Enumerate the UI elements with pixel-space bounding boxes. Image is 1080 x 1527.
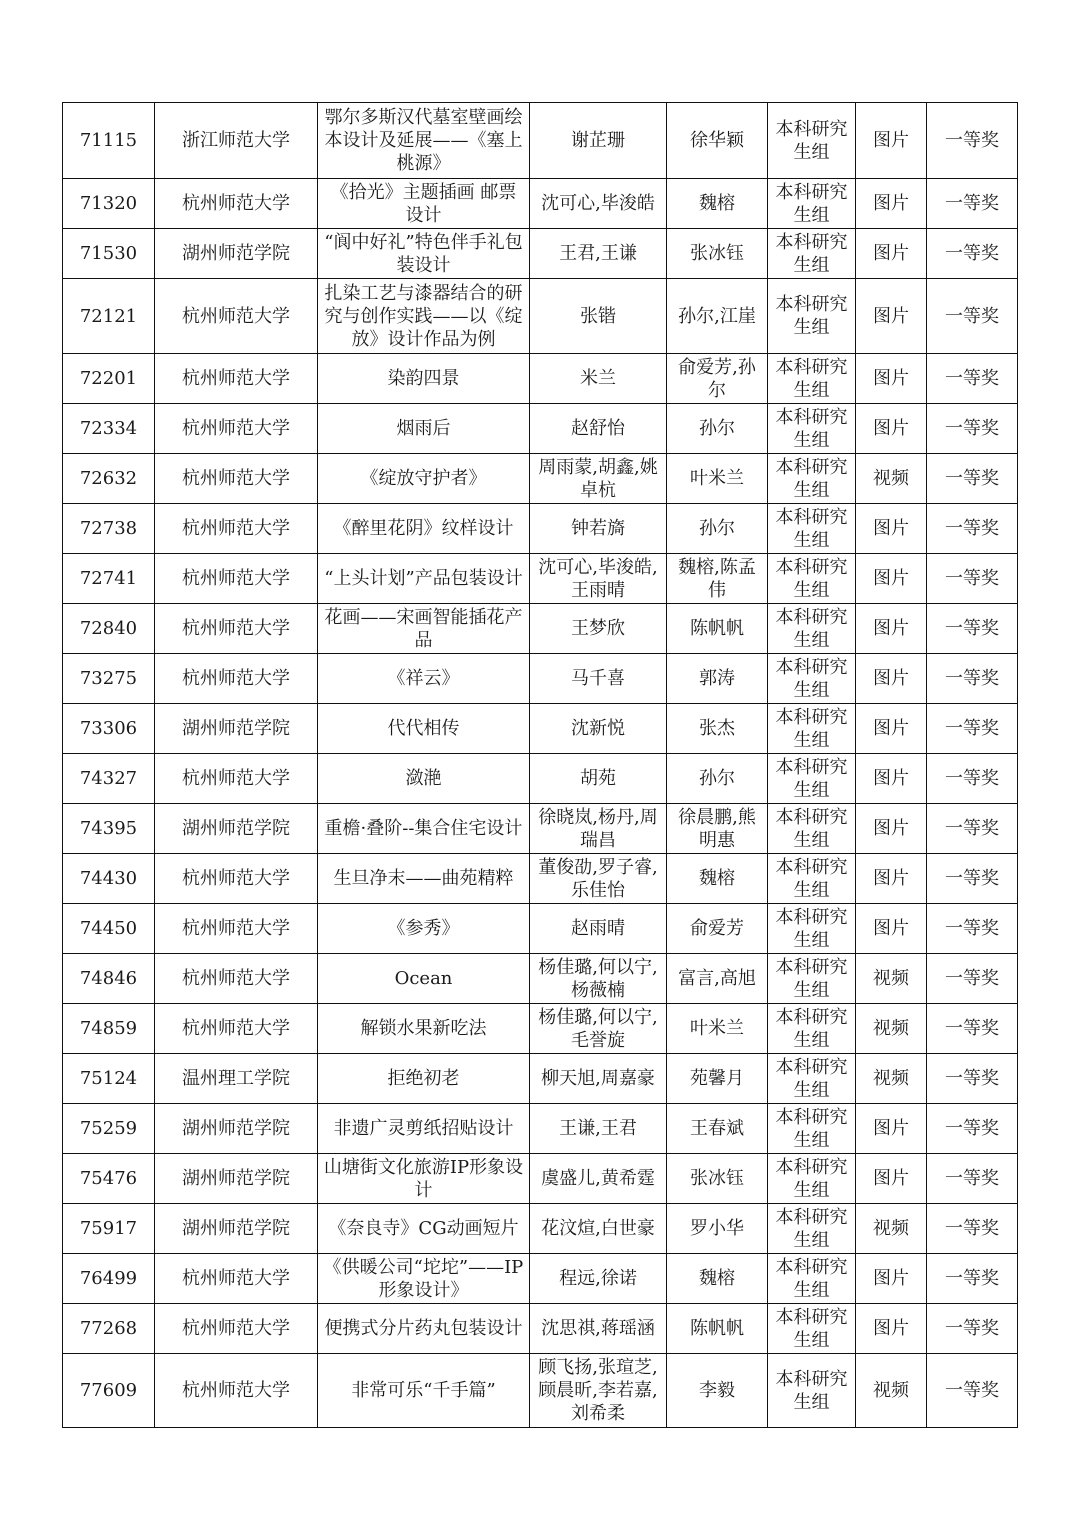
- cell-advisor: 孙尔: [667, 504, 768, 554]
- cell-entry-id: 74395: [63, 804, 155, 854]
- cell-work-type: 图片: [856, 704, 927, 754]
- cell-work-type: 图片: [856, 1104, 927, 1154]
- cell-work-title: 《醉里花阴》纹样设计: [318, 504, 530, 554]
- cell-school: 杭州师范大学: [155, 754, 318, 804]
- cell-entry-id: 74430: [63, 854, 155, 904]
- cell-school: 杭州师范大学: [155, 454, 318, 504]
- table-row: [63, 1354, 1018, 1428]
- cell-school: 杭州师范大学: [155, 354, 318, 404]
- cell-advisor: 魏榕: [667, 179, 768, 229]
- cell-award: 一等奖: [927, 604, 1018, 654]
- cell-work-type: 视频: [856, 1204, 927, 1254]
- cell-work-title: Ocean: [318, 954, 530, 1004]
- cell-entry-id: 76499: [63, 1254, 155, 1304]
- cell-school: 湖州师范学院: [155, 1204, 318, 1254]
- cell-award: 一等奖: [927, 1304, 1018, 1354]
- cell-authors: 沈可心,毕浚皓: [530, 179, 667, 229]
- cell-school: 杭州师范大学: [155, 604, 318, 654]
- table-row: [63, 1154, 1018, 1204]
- cell-work-title: 非遗广灵剪纸招贴设计: [318, 1104, 530, 1154]
- cell-advisor: 徐华颖: [667, 103, 768, 179]
- cell-group: 本科研究生组: [768, 354, 856, 404]
- cell-group: 本科研究生组: [768, 1104, 856, 1154]
- cell-award: 一等奖: [927, 179, 1018, 229]
- cell-work-title: 《参秀》: [318, 904, 530, 954]
- table-row: [63, 604, 1018, 654]
- cell-authors: 周雨蒙,胡鑫,姚卓杭: [530, 454, 667, 504]
- cell-group: 本科研究生组: [768, 804, 856, 854]
- table-body: [63, 103, 1018, 1428]
- cell-entry-id: 71115: [63, 103, 155, 179]
- cell-advisor: 张冰钰: [667, 1154, 768, 1204]
- cell-work-title: 《供暖公司“坨坨”——IP形象设计》: [318, 1254, 530, 1304]
- cell-school: 温州理工学院: [155, 1054, 318, 1104]
- cell-work-title: 潋滟: [318, 754, 530, 804]
- cell-authors: 谢芷珊: [530, 103, 667, 179]
- cell-school: 湖州师范学院: [155, 1154, 318, 1204]
- cell-entry-id: 72201: [63, 354, 155, 404]
- cell-work-title: 生旦净末——曲苑精粹: [318, 854, 530, 904]
- cell-group: 本科研究生组: [768, 454, 856, 504]
- cell-entry-id: 71320: [63, 179, 155, 229]
- cell-group: 本科研究生组: [768, 404, 856, 454]
- cell-entry-id: 74327: [63, 754, 155, 804]
- cell-work-type: 图片: [856, 103, 927, 179]
- cell-award: 一等奖: [927, 1054, 1018, 1104]
- cell-school: 杭州师范大学: [155, 554, 318, 604]
- cell-school: 杭州师范大学: [155, 504, 318, 554]
- cell-award: 一等奖: [927, 354, 1018, 404]
- cell-entry-id: 72334: [63, 404, 155, 454]
- cell-entry-id: 72632: [63, 454, 155, 504]
- table-row: [63, 1104, 1018, 1154]
- cell-work-title: 《奈良寺》CG动画短片: [318, 1204, 530, 1254]
- table-row: [63, 404, 1018, 454]
- cell-work-type: 图片: [856, 904, 927, 954]
- cell-school: 湖州师范学院: [155, 1104, 318, 1154]
- cell-award: 一等奖: [927, 404, 1018, 454]
- cell-work-type: 图片: [856, 604, 927, 654]
- cell-work-type: 视频: [856, 1054, 927, 1104]
- cell-advisor: 陈帆帆: [667, 1304, 768, 1354]
- cell-award: 一等奖: [927, 954, 1018, 1004]
- table-row: [63, 179, 1018, 229]
- cell-advisor: 俞爱芳,孙尔: [667, 354, 768, 404]
- cell-group: 本科研究生组: [768, 504, 856, 554]
- cell-school: 浙江师范大学: [155, 103, 318, 179]
- cell-work-title: 烟雨后: [318, 404, 530, 454]
- cell-group: 本科研究生组: [768, 904, 856, 954]
- cell-entry-id: 77609: [63, 1354, 155, 1428]
- cell-work-title: 《祥云》: [318, 654, 530, 704]
- cell-advisor: 魏榕,陈孟伟: [667, 554, 768, 604]
- cell-school: 杭州师范大学: [155, 179, 318, 229]
- cell-work-type: 图片: [856, 854, 927, 904]
- cell-advisor: 孙尔: [667, 754, 768, 804]
- cell-group: 本科研究生组: [768, 1204, 856, 1254]
- cell-entry-id: 72741: [63, 554, 155, 604]
- table-row: [63, 354, 1018, 404]
- cell-group: 本科研究生组: [768, 1154, 856, 1204]
- cell-work-type: 图片: [856, 229, 927, 279]
- cell-award: 一等奖: [927, 1004, 1018, 1054]
- cell-work-title: “阆中好礼”特色伴手礼包装设计: [318, 229, 530, 279]
- cell-work-title: 扎染工艺与漆器结合的研究与创作实践——以《绽放》设计作品为例: [318, 279, 530, 354]
- cell-entry-id: 75917: [63, 1204, 155, 1254]
- cell-authors: 杨佳璐,何以宁,毛誉旋: [530, 1004, 667, 1054]
- cell-authors: 钟若旖: [530, 504, 667, 554]
- cell-school: 杭州师范大学: [155, 854, 318, 904]
- cell-school: 杭州师范大学: [155, 404, 318, 454]
- table-row: [63, 904, 1018, 954]
- table-row: [63, 754, 1018, 804]
- cell-authors: 虞盛儿,黄希霆: [530, 1154, 667, 1204]
- cell-work-title: 便携式分片药丸包装设计: [318, 1304, 530, 1354]
- table-row: [63, 103, 1018, 179]
- cell-group: 本科研究生组: [768, 604, 856, 654]
- cell-advisor: 罗小华: [667, 1204, 768, 1254]
- table-row: [63, 504, 1018, 554]
- cell-work-title: 山塘街文化旅游IP形象设计: [318, 1154, 530, 1204]
- cell-work-type: 图片: [856, 279, 927, 354]
- cell-authors: 徐晓岚,杨丹,周瑞昌: [530, 804, 667, 854]
- table-row: [63, 704, 1018, 754]
- cell-entry-id: 77268: [63, 1304, 155, 1354]
- cell-work-type: 视频: [856, 1354, 927, 1428]
- cell-group: 本科研究生组: [768, 229, 856, 279]
- table-row: [63, 1004, 1018, 1054]
- table-row: [63, 1254, 1018, 1304]
- cell-entry-id: 71530: [63, 229, 155, 279]
- cell-award: 一等奖: [927, 103, 1018, 179]
- cell-advisor: 苑馨月: [667, 1054, 768, 1104]
- cell-advisor: 张冰钰: [667, 229, 768, 279]
- cell-work-type: 图片: [856, 804, 927, 854]
- cell-group: 本科研究生组: [768, 704, 856, 754]
- cell-award: 一等奖: [927, 1254, 1018, 1304]
- cell-award: 一等奖: [927, 504, 1018, 554]
- table-row: [63, 954, 1018, 1004]
- cell-school: 杭州师范大学: [155, 1304, 318, 1354]
- cell-school: 湖州师范学院: [155, 804, 318, 854]
- table-row: [63, 654, 1018, 704]
- cell-work-type: 图片: [856, 654, 927, 704]
- cell-entry-id: 73306: [63, 704, 155, 754]
- cell-award: 一等奖: [927, 229, 1018, 279]
- cell-award: 一等奖: [927, 654, 1018, 704]
- cell-authors: 顾飞扬,张瑄芝,顾晨昕,李若嘉,刘希柔: [530, 1354, 667, 1428]
- cell-authors: 花汶煊,白世豪: [530, 1204, 667, 1254]
- cell-advisor: 张杰: [667, 704, 768, 754]
- cell-school: 杭州师范大学: [155, 654, 318, 704]
- table-row: [63, 1304, 1018, 1354]
- table-row: [63, 804, 1018, 854]
- cell-authors: 董俊劭,罗子睿,乐佳怡: [530, 854, 667, 904]
- cell-work-title: “上头计划”产品包装设计: [318, 554, 530, 604]
- cell-school: 杭州师范大学: [155, 1354, 318, 1428]
- cell-work-title: 拒绝初老: [318, 1054, 530, 1104]
- cell-work-type: 图片: [856, 404, 927, 454]
- cell-work-title: 代代相传: [318, 704, 530, 754]
- cell-work-type: 图片: [856, 1154, 927, 1204]
- cell-advisor: 孙尔: [667, 404, 768, 454]
- cell-advisor: 魏榕: [667, 1254, 768, 1304]
- cell-advisor: 李毅: [667, 1354, 768, 1428]
- cell-authors: 程远,徐诺: [530, 1254, 667, 1304]
- cell-advisor: 陈帆帆: [667, 604, 768, 654]
- cell-school: 杭州师范大学: [155, 279, 318, 354]
- cell-advisor: 魏榕: [667, 854, 768, 904]
- cell-group: 本科研究生组: [768, 279, 856, 354]
- cell-school: 杭州师范大学: [155, 954, 318, 1004]
- cell-advisor: 郭涛: [667, 654, 768, 704]
- cell-authors: 赵舒怡: [530, 404, 667, 454]
- cell-work-type: 图片: [856, 1304, 927, 1354]
- cell-award: 一等奖: [927, 854, 1018, 904]
- cell-entry-id: 75476: [63, 1154, 155, 1204]
- cell-award: 一等奖: [927, 554, 1018, 604]
- cell-authors: 沈新悦: [530, 704, 667, 754]
- award-table: [62, 102, 1018, 1428]
- cell-group: 本科研究生组: [768, 954, 856, 1004]
- cell-authors: 赵雨晴: [530, 904, 667, 954]
- cell-authors: 王君,王谦: [530, 229, 667, 279]
- cell-authors: 胡苑: [530, 754, 667, 804]
- cell-work-type: 图片: [856, 354, 927, 404]
- table-row: [63, 1054, 1018, 1104]
- cell-group: 本科研究生组: [768, 1254, 856, 1304]
- cell-award: 一等奖: [927, 904, 1018, 954]
- cell-advisor: 俞爱芳: [667, 904, 768, 954]
- cell-award: 一等奖: [927, 1354, 1018, 1428]
- cell-work-type: 图片: [856, 504, 927, 554]
- cell-entry-id: 75259: [63, 1104, 155, 1154]
- cell-award: 一等奖: [927, 1204, 1018, 1254]
- cell-work-type: 图片: [856, 1254, 927, 1304]
- cell-group: 本科研究生组: [768, 554, 856, 604]
- cell-work-title: 染韵四景: [318, 354, 530, 404]
- table-row: [63, 279, 1018, 354]
- cell-work-title: 《绽放守护者》: [318, 454, 530, 504]
- cell-work-title: 重檐·叠阶--集合住宅设计: [318, 804, 530, 854]
- cell-school: 湖州师范学院: [155, 704, 318, 754]
- cell-group: 本科研究生组: [768, 1304, 856, 1354]
- cell-authors: 米兰: [530, 354, 667, 404]
- cell-group: 本科研究生组: [768, 854, 856, 904]
- cell-work-title: 花画——宋画智能插花产品: [318, 604, 530, 654]
- cell-group: 本科研究生组: [768, 1054, 856, 1104]
- cell-authors: 沈思祺,蒋瑶涵: [530, 1304, 667, 1354]
- cell-group: 本科研究生组: [768, 1004, 856, 1054]
- cell-group: 本科研究生组: [768, 103, 856, 179]
- cell-award: 一等奖: [927, 804, 1018, 854]
- cell-entry-id: 75124: [63, 1054, 155, 1104]
- cell-group: 本科研究生组: [768, 1354, 856, 1428]
- cell-authors: 王谦,王君: [530, 1104, 667, 1154]
- table-row: [63, 229, 1018, 279]
- cell-authors: 柳天旭,周嘉豪: [530, 1054, 667, 1104]
- cell-work-type: 视频: [856, 1004, 927, 1054]
- cell-group: 本科研究生组: [768, 654, 856, 704]
- cell-work-type: 图片: [856, 754, 927, 804]
- cell-group: 本科研究生组: [768, 754, 856, 804]
- cell-group: 本科研究生组: [768, 179, 856, 229]
- cell-authors: 沈可心,毕浚皓,王雨晴: [530, 554, 667, 604]
- table-row: [63, 1204, 1018, 1254]
- table-row: [63, 854, 1018, 904]
- cell-school: 湖州师范学院: [155, 229, 318, 279]
- cell-award: 一等奖: [927, 754, 1018, 804]
- cell-entry-id: 74846: [63, 954, 155, 1004]
- cell-entry-id: 72121: [63, 279, 155, 354]
- cell-entry-id: 74859: [63, 1004, 155, 1054]
- cell-school: 杭州师范大学: [155, 1254, 318, 1304]
- cell-award: 一等奖: [927, 454, 1018, 504]
- cell-entry-id: 74450: [63, 904, 155, 954]
- cell-work-title: 解锁水果新吃法: [318, 1004, 530, 1054]
- cell-work-type: 视频: [856, 454, 927, 504]
- cell-award: 一等奖: [927, 1154, 1018, 1204]
- cell-school: 杭州师范大学: [155, 904, 318, 954]
- cell-entry-id: 72738: [63, 504, 155, 554]
- cell-advisor: 富言,高旭: [667, 954, 768, 1004]
- table-row: [63, 554, 1018, 604]
- cell-entry-id: 73275: [63, 654, 155, 704]
- cell-authors: 杨佳璐,何以宁,杨薇楠: [530, 954, 667, 1004]
- cell-advisor: 叶米兰: [667, 454, 768, 504]
- cell-school: 杭州师范大学: [155, 1004, 318, 1054]
- cell-authors: 王梦欣: [530, 604, 667, 654]
- cell-work-type: 视频: [856, 954, 927, 1004]
- cell-work-type: 图片: [856, 179, 927, 229]
- cell-advisor: 孙尔,江崖: [667, 279, 768, 354]
- cell-advisor: 叶米兰: [667, 1004, 768, 1054]
- cell-work-type: 图片: [856, 554, 927, 604]
- cell-advisor: 徐晨鹏,熊明惠: [667, 804, 768, 854]
- cell-award: 一等奖: [927, 704, 1018, 754]
- cell-work-title: 《拾光》主题插画 邮票设计: [318, 179, 530, 229]
- cell-award: 一等奖: [927, 1104, 1018, 1154]
- cell-work-title: 非常可乐“千手篇”: [318, 1354, 530, 1428]
- cell-work-title: 鄂尔多斯汉代墓室壁画绘本设计及延展——《塞上桃源》: [318, 103, 530, 179]
- cell-authors: 张锴: [530, 279, 667, 354]
- cell-advisor: 王春斌: [667, 1104, 768, 1154]
- table-row: [63, 454, 1018, 504]
- cell-award: 一等奖: [927, 279, 1018, 354]
- cell-authors: 马千喜: [530, 654, 667, 704]
- cell-entry-id: 72840: [63, 604, 155, 654]
